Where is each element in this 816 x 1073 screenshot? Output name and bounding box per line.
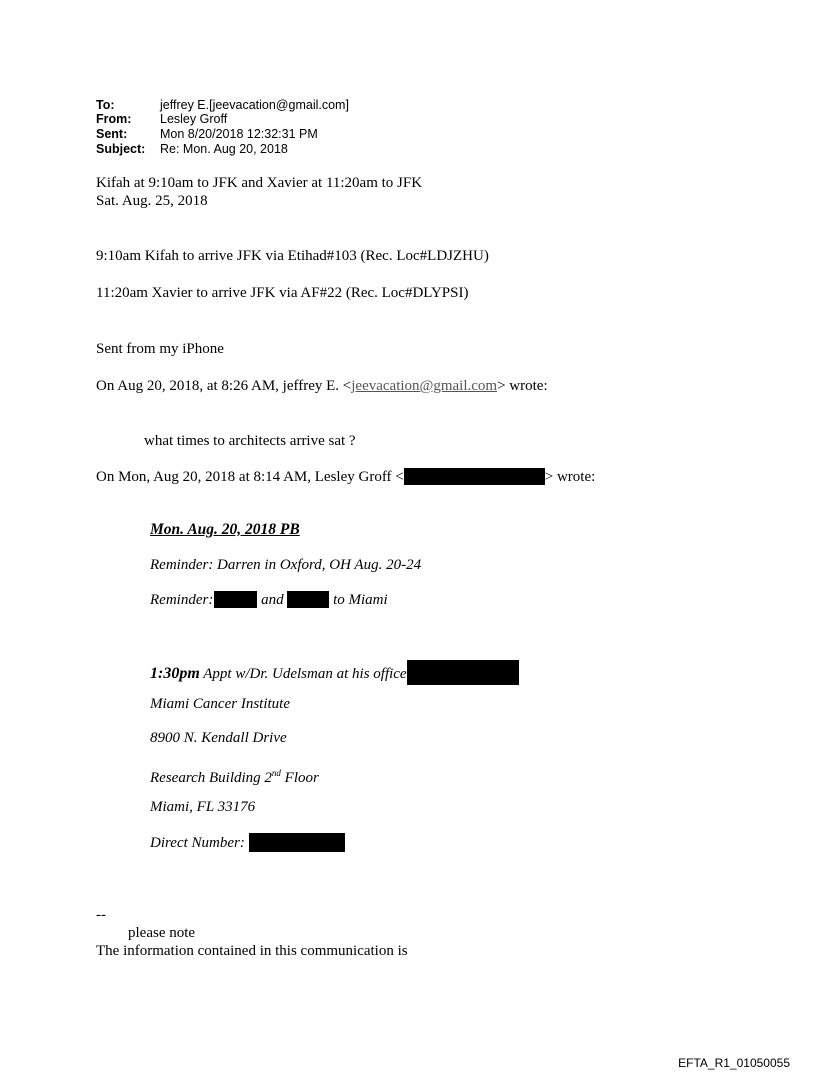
sent-value: Mon 8/20/2018 12:32:31 PM [160,127,318,141]
to-label: To: [96,98,115,112]
redaction-phone [249,833,345,852]
schedule-title: Mon. Aug. 20, 2018 PB [150,521,300,538]
to-value: jeffrey E.[jeevacation@gmail.com] [160,98,349,112]
from-value: Lesley Groff [160,112,228,126]
please-note: please note [128,925,196,941]
signature-dashes: -- [96,907,106,923]
quote2-intro [96,468,595,486]
arrival-kifah: 9:10am Kifah to arrive JFK via Etihad#103 (Rec. Loc#LDJZHU) [96,248,489,264]
address-line-3-text: Research Building 2 [150,770,272,786]
address-line-4: Miami, FL 33176 [150,799,256,815]
appointment-text: Appt w/Dr. Udelsman at his office [203,666,407,682]
reply-line-1: Kifah at 9:10am to JFK and Xavier at 11:20am to JFK [96,175,423,191]
from-label: From: [96,112,132,126]
redaction-email [404,468,545,485]
arrival-xavier: 11:20am Xavier to arrive JFK via AF#22 (Rec. Loc#DLYPSI) [96,285,469,301]
quote1-message: what times to architects arrive sat ? [144,433,356,449]
reminder-1: Reminder: Darren in Oxford, OH Aug. 20-24 [150,557,422,573]
address-line-3-floor: Floor [280,770,319,786]
address-line-1: Miami Cancer Institute [150,696,290,712]
reminder-2-dest: to Miami [333,592,388,608]
disclaimer-text: The information contained in this communication is [96,943,408,959]
address-line-3 [150,764,319,787]
redaction-name-2 [287,591,329,608]
quote1-email-link[interactable]: jeevacation@gmail.com [351,378,498,394]
subject-value: Re: Mon. Aug 20, 2018 [160,142,288,156]
quote1-intro-post: > wrote: [497,378,548,394]
reply-line-2: Sat. Aug. 25, 2018 [96,193,208,209]
document-id: EFTA_R1_01050055 [678,1056,790,1070]
appointment-line [150,660,519,685]
quote2-intro-post: > wrote: [544,469,596,485]
direct-number [150,833,345,852]
quote1-intro-pre: On Aug 20, 2018, at 8:26 AM, jeffrey E. < [96,378,352,394]
quote2-intro-pre: On Mon, Aug 20, 2018 at 8:14 AM, Lesley Groff < [96,469,404,485]
address-line-2: 8900 N. Kendall Drive [150,730,287,746]
reminder-2 [150,591,388,609]
redaction-office [407,660,519,685]
reminder-2-label: Reminder: [150,592,214,608]
sent-label: Sent: [96,127,128,141]
signature: Sent from my iPhone [96,341,224,357]
quote1-intro [96,377,548,395]
direct-number-label: Direct Number: [150,835,245,851]
reminder-2-and: and [261,592,284,608]
appointment-time: 1:30pm [150,665,200,682]
redaction-name-1 [214,591,257,608]
subject-label: Subject: [96,142,146,156]
address-line-3-sup: nd [271,768,281,778]
